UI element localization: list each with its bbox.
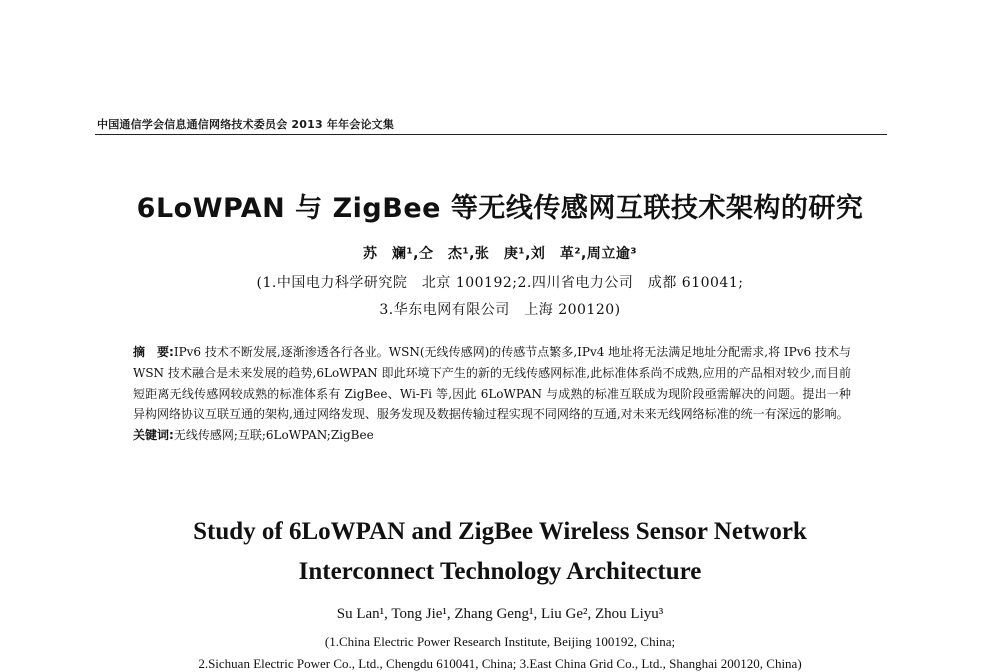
affiliation-chinese-line-1: (1.中国电力科学研究院 北京 100192;2.四川省电力公司 成都 610041; <box>256 275 744 291</box>
affiliation-english-line-2: 2.Sichuan Electric Power Co., Ltd., Chengdu 610041, China; 3.East China Grid Co., Ltd., Shanghai 200120, China) <box>198 656 802 671</box>
keywords-text: 无线传感网;互联;6LoWPAN;ZigBee <box>173 428 374 443</box>
header-rule <box>95 134 887 135</box>
paper-title-english-line-1: Study of 6LoWPAN and ZigBee Wireless Sensor Network <box>193 518 807 545</box>
abstract-label: 摘 要: <box>133 345 174 359</box>
running-header: 中国通信学会信息通信网络技术委员会 2013 年年会论文集 <box>97 118 395 131</box>
paper-title-english-line-2: Interconnect Technology Architecture <box>298 558 702 585</box>
paper-title-chinese: 6LoWPAN 与 ZigBee 等无线传感网互联技术架构的研究 <box>136 193 864 224</box>
keywords-line <box>133 425 851 446</box>
abstract-text: IPv6 技术不断发展,逐渐渗透各行各业。WSN(无线传感网)的传感节点繁多,IPv4 地址将无法满足地址分配需求,将 IPv6 技术与 WSN 技术融合是未来发展的趋势,6LoWPAN 即此环境下产生的新的无线传感网标准,此标准体系尚不成熟,应用的产品相对较少,而目前短距离无线传感网较成熟的标准体系有 ZigBee、Wi-Fi 等,因此 6LoWPAN 与成熟的标准互联成为现阶段亟需解决的问题。提出一种异构网络协议互联互通的架构,通过网络发现、服务发现及数据传输过程实现不同网络的互通,对未来无线网络标准的统一有深远的影响。 <box>133 345 851 422</box>
authors-chinese: 苏 斓¹,仝 杰¹,张 庚¹,刘 革²,周立逾³ <box>363 246 637 262</box>
affiliation-chinese-line-2: 3.华东电网有限公司 上海 200120) <box>379 302 621 318</box>
affiliation-english-line-1: (1.China Electric Power Research Institute, Beijing 100192, China; <box>324 634 676 649</box>
keywords-label: 关键词: <box>133 428 174 443</box>
authors-english: Su Lan¹, Tong Jie¹, Zhang Geng¹, Liu Ge², Zhou Liyu³ <box>336 606 664 622</box>
abstract-paragraph <box>133 342 851 425</box>
abstract-block <box>133 342 851 446</box>
